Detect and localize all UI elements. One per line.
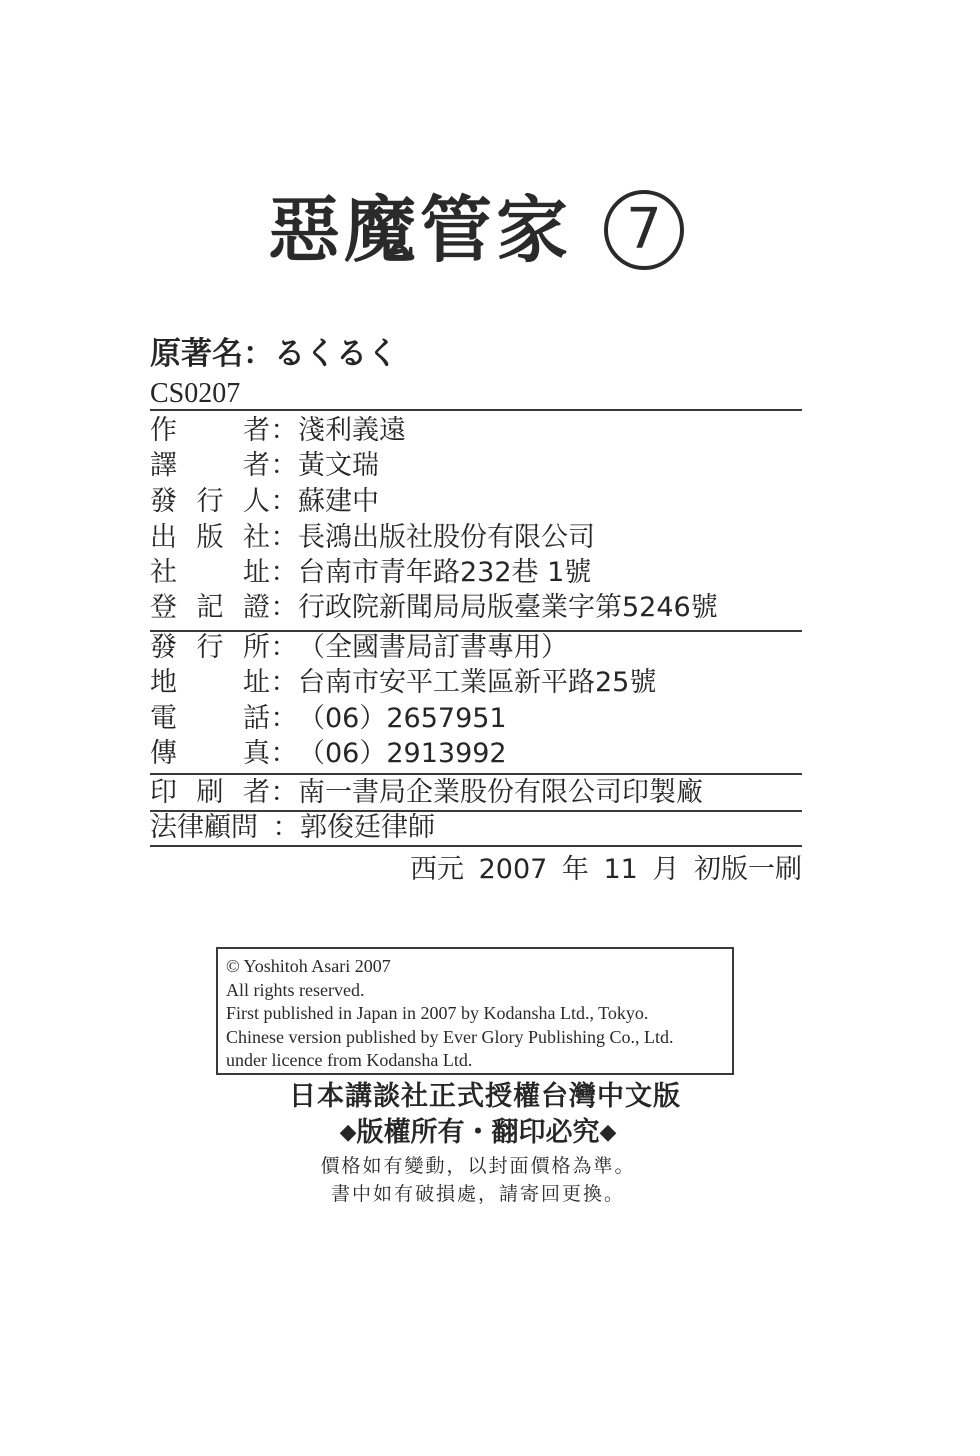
credit-value: （全國書局訂書專用） [298,632,568,663]
book-title: 惡魔管家 [268,188,573,272]
credit-label: 印 刷 者 [150,777,270,808]
copyright-line: All rights reserved. [226,979,365,1000]
divider-rule [150,845,802,847]
credit-value: 台南市安平工業區新平路25號 [298,667,657,698]
credit-label: 出 版 社 [150,522,270,553]
copyright-line: under licence from Kodansha Ltd. [226,1050,473,1070]
credit-label: 地 址 [150,667,270,698]
credit-label: 登 記 證 [150,592,270,623]
credit-row-distributor: 發 行 所 ： （全國書局訂書專用） [150,630,568,666]
credit-label: 作 者 [150,415,270,446]
credit-value: 南一書局企業股份有限公司印製廠 [298,777,703,808]
credit-value: 淺利義遠 [298,415,406,446]
copyright-box [216,947,734,1075]
credit-row-publisher-person: 發 行 人 ： 蘇建中 [150,484,379,520]
copyright-line: © Yoshitoh Asari 2007 [226,956,391,976]
credit-label: 電 話 [150,703,270,734]
credit-row-distributor-address: 地 址 ： 台南市安平工業區新平路25號 [150,665,656,701]
credit-row-publisher-address: 社 址 ： 台南市青年路232巷 1號 [150,555,591,591]
diamond-icon: ◆ [599,1120,617,1145]
copyright-line: First published in Japan in 2007 by Kodansha Ltd., Tokyo. [226,1003,649,1023]
license-statement: 日本講談社正式授權台灣中文版 [289,1081,681,1112]
damage-note: 書中如有破損處，請寄回更換。 [330,1183,625,1205]
divider-rule [150,409,802,411]
credit-value: 黃文瑞 [298,450,379,481]
diamond-icon: ◆ [339,1120,357,1145]
credit-label: 法律顧問 [150,812,258,843]
price-note: 價格如有變動，以封面價格為準。 [320,1155,636,1177]
credit-row-publisher: 出 版 社 ： 長鴻出版社股份有限公司 [150,520,595,556]
edition-line: 西元 2007 年 11 月 初版一刷 [410,854,802,885]
credit-label: 傳 真 [150,738,270,769]
rights-statement: ◆版權所有・翻印必究◆ [339,1117,617,1148]
copyright-line: Chinese version published by Ever Glory Publishing Co., Ltd. [226,1026,674,1047]
credit-row-fax: 傳 真 ： （06）2913992 [150,736,507,772]
catalog-code: CS0207 [150,378,241,409]
credit-row-printer: 印 刷 者 ： 南一書局企業股份有限公司印製廠 [150,775,703,811]
original-title: 原著名：るくるく [150,336,398,372]
credit-label: 發 行 人 [150,486,270,517]
credit-row-registration: 登 記 證 ： 行政院新聞局局版臺業字第5246號 [150,590,718,626]
credit-row-author: 作 者 ： 淺利義遠 [150,413,406,449]
credit-row-translator: 譯 者 ： 黃文瑞 [150,448,379,484]
credit-value: （06）2913992 [298,738,507,769]
credit-label: 發 行 所 [150,632,270,663]
credit-value: 郭俊廷律師 [300,812,435,843]
credit-value: 長鴻出版社股份有限公司 [298,522,595,553]
credit-value: （06）2657951 [298,703,507,734]
credit-row-legal: 法律顧問 ： 郭俊廷律師 [150,810,435,846]
volume-number-badge: 7 [604,190,684,270]
credit-label: 譯 者 [150,450,270,481]
credit-value: 蘇建中 [298,486,379,517]
credit-label: 社 址 [150,557,270,588]
credit-value: 行政院新聞局局版臺業字第5246號 [298,592,718,623]
credit-value: 台南市青年路232巷 1號 [298,557,592,588]
credit-row-phone: 電 話 ： （06）2657951 [150,701,507,737]
